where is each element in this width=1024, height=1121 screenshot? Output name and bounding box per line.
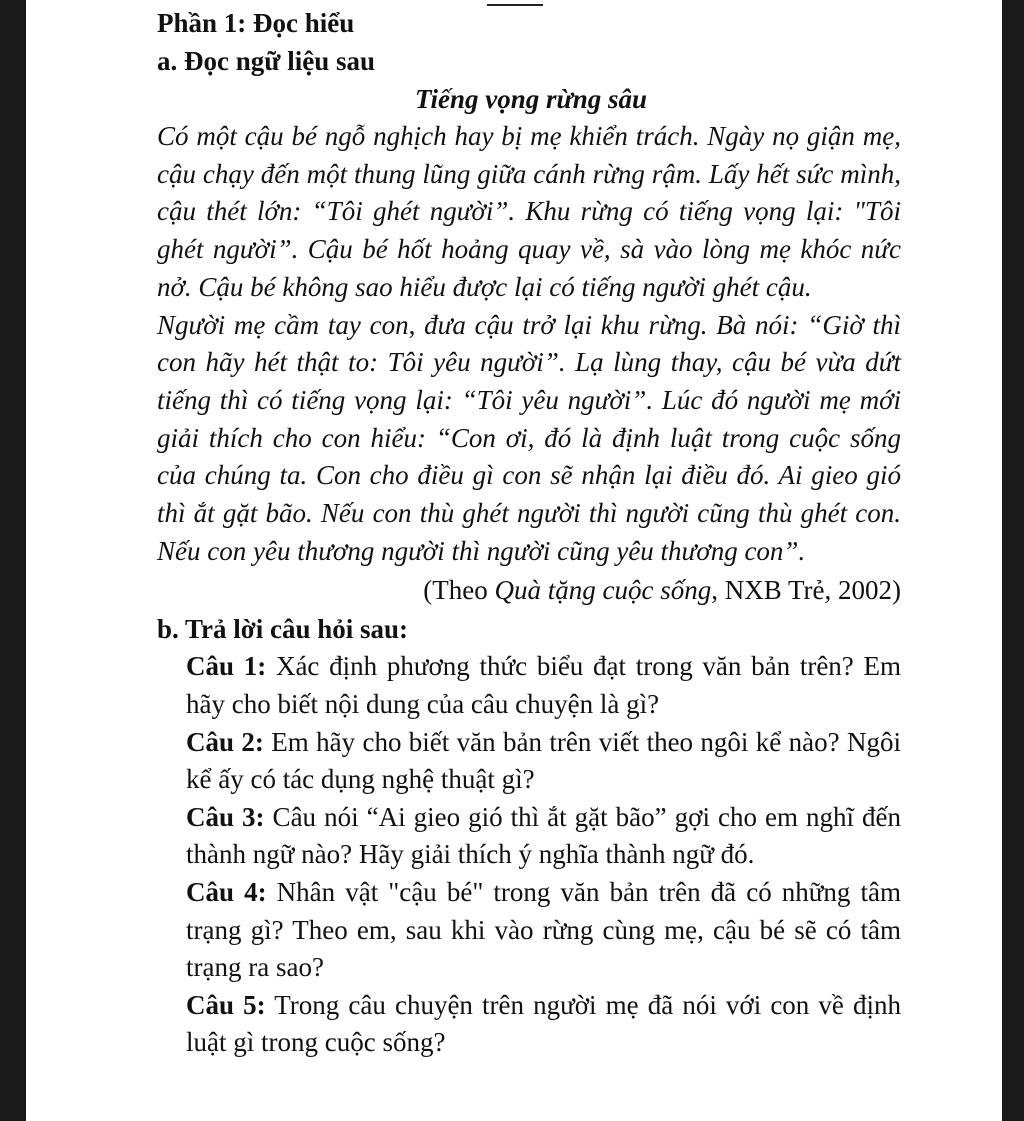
question-label: Câu 4: <box>186 877 267 907</box>
question-text: Xác định phương thức biểu đạt trong văn bản trên? Em hãy cho biết nội dung của câu chuyện là gì? <box>186 651 901 720</box>
question-label: Câu 5: <box>186 989 266 1020</box>
sub-heading-b: b. Trả lời câu hỏi sau: <box>157 614 409 645</box>
question-1 <box>186 648 901 723</box>
source-prefix: (Theo <box>423 575 495 606</box>
question-label: Câu 1: <box>186 651 267 682</box>
question-3 <box>186 799 901 874</box>
source-book-title: Quà tặng cuộc sống <box>494 575 712 606</box>
story-title: Tiếng vọng rừng sâu <box>415 84 647 114</box>
question-list <box>186 648 901 1062</box>
story-paragraph-2: Người mẹ cầm tay con, đưa cậu trở lại khu rừng. Bà nói: “Giờ thì con hãy hét thật to: Tôi yêu người”. Lạ lùng thay, cậu bé vừa dứt tiếng thì có tiếng vọng lại: “Tôi yêu người”. Lúc đó người mẹ mới giải thích cho con hiểu: “Con ơi, đó là định luật trong cuộc sống của chúng ta. Con cho điều gì con sẽ nhận lại điều đó. Ai gieo gió thì ắt gặt bão. Nếu con thù ghét người thì người cũng thù ghét con. Nếu con yêu thương người thì người cũng yêu thương con”. <box>157 309 901 566</box>
worksheet-page <box>157 4 901 1062</box>
story-source <box>157 570 901 610</box>
question-5 <box>186 987 901 1062</box>
story-text <box>157 118 901 570</box>
story-paragraph-1: Có một cậu bé ngỗ nghịch hay bị mẹ khiển trách. Ngày nọ giận mẹ, cậu chạy đến một thung lũng giữa cánh rừng rậm. Lấy hết sức mình, cậu thét lớn: “Tôi ghét người”. Khu rừng có tiếng vọng lại: "Tôi ghét người”. Cậu bé hốt hoảng quay về, sà vào lòng mẹ khóc nức nở. Cậu bé không sao hiểu được lại có tiếng người ghét cậu. <box>157 121 901 302</box>
question-text: Nhân vật "cậu bé" trong văn bản trên đã có những tâm trạng gì? Theo em, sau khi vào rừng cùng mẹ, cậu bé sẽ có tâm trạng ra sao? <box>186 877 901 983</box>
question-label: Câu 2: <box>186 726 264 757</box>
question-text: Câu nói “Ai gieo gió thì ắt gặt bão” gợi cho em nghĩ đến thành ngữ nào? Hãy giải thích ý nghĩa thành ngữ đó. <box>186 801 901 870</box>
section-heading: Phần 1: Đọc hiểu <box>157 8 355 38</box>
question-text: Trong câu chuyện trên người mẹ đã nói với con về định luật gì trong cuộc sống? <box>186 989 901 1058</box>
sub-heading-a: a. Đọc ngữ liệu sau <box>157 46 375 76</box>
question-text: Em hãy cho biết văn bản trên viết theo ngôi kể nào? Ngôi kể ấy có tác dụng nghệ thuật gì? <box>186 726 901 795</box>
question-4 <box>186 874 901 987</box>
question-2 <box>186 724 901 799</box>
question-label: Câu 3: <box>186 801 265 832</box>
source-suffix: , NXB Trẻ, 2002) <box>711 575 901 606</box>
